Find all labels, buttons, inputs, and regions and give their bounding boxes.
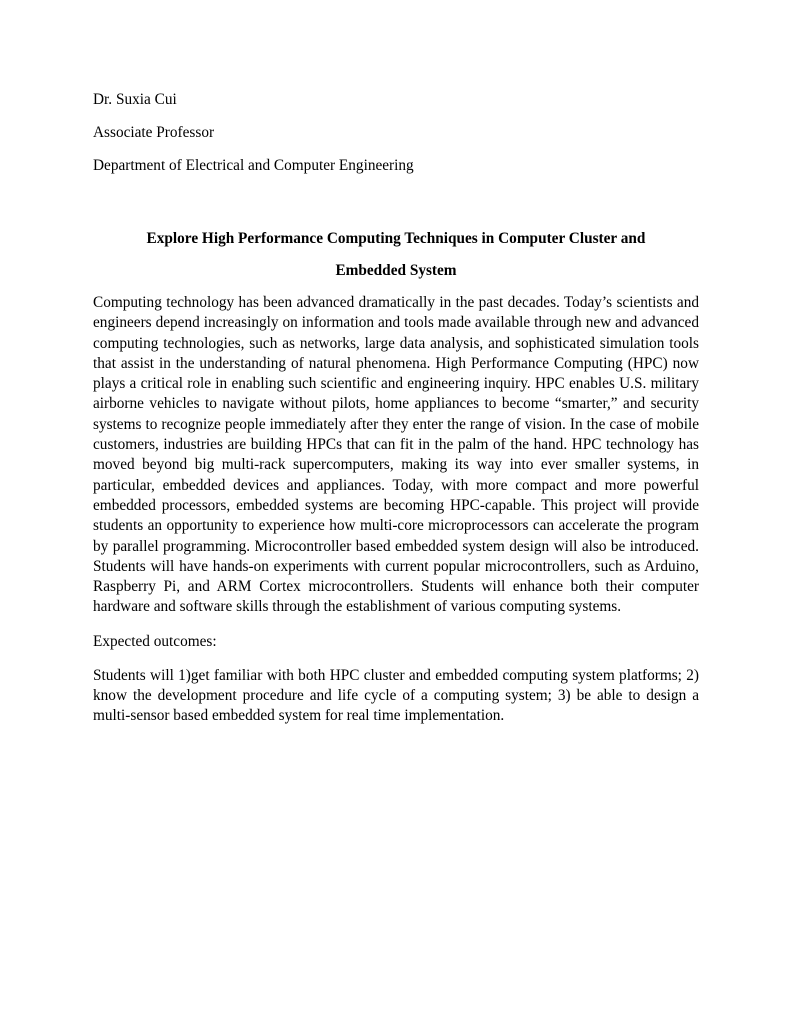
author-department: Department of Electrical and Computer Engineering — [93, 157, 414, 174]
author-title: Associate Professor — [93, 124, 215, 141]
body-paragraph: Computing technology has been advanced dramatically in the past decades. Today’s scientists and engineers depend increasingly on information and tools made available through new and advanced computing technologies, such as networks, large data analysis, and sophisticated simulation tools that assist in the understanding of natural phenomena. High Performance Computing (HPC) now plays a critical role in enabling such scientific and engineering inquiry. HPC enables U.S. military airborne vehicles to navigate without pilots, home appliances to become “smarter,” and security systems to recognize people immediately after they enter the range of vision. In the case of mobile customers, industries are building HPCs that can fit in the palm of the hand. HPC technology has moved beyond big multi-rack supercomputers, making its way into ever smaller systems, in particular, embedded devices and appliances. Today, with more compact and more powerful embedded processors, embedded systems are becoming HPC-capable. This project will provide students an opportunity to experience how multi-core microprocessors can accelerate the program by parallel programming. Microcontroller based embedded system design will also be introduced. Students will have hands-on experiments with current popular microcontrollers, such as Arduino, Raspberry Pi, and ARM Cortex microcontrollers. Students will enhance both their computer hardware and software skills through the establishment of various computing systems. — [93, 294, 699, 616]
document-title — [93, 223, 699, 287]
outcomes-paragraph: Students will 1)get familiar with both HPC cluster and embedded computing system platforms; 2) know the development procedure and life cycle of a computing system; 3) be able to design a multi-sensor based embedded system for real time implementation. — [93, 666, 699, 725]
document-title-line-2: Embedded System — [335, 262, 457, 279]
author-name: Dr. Suxia Cui — [93, 91, 177, 108]
document-title-line-1: Explore High Performance Computing Techniques in Computer Cluster and — [146, 230, 646, 247]
document-content — [93, 90, 699, 741]
outcomes-heading: Expected outcomes: — [93, 632, 217, 650]
